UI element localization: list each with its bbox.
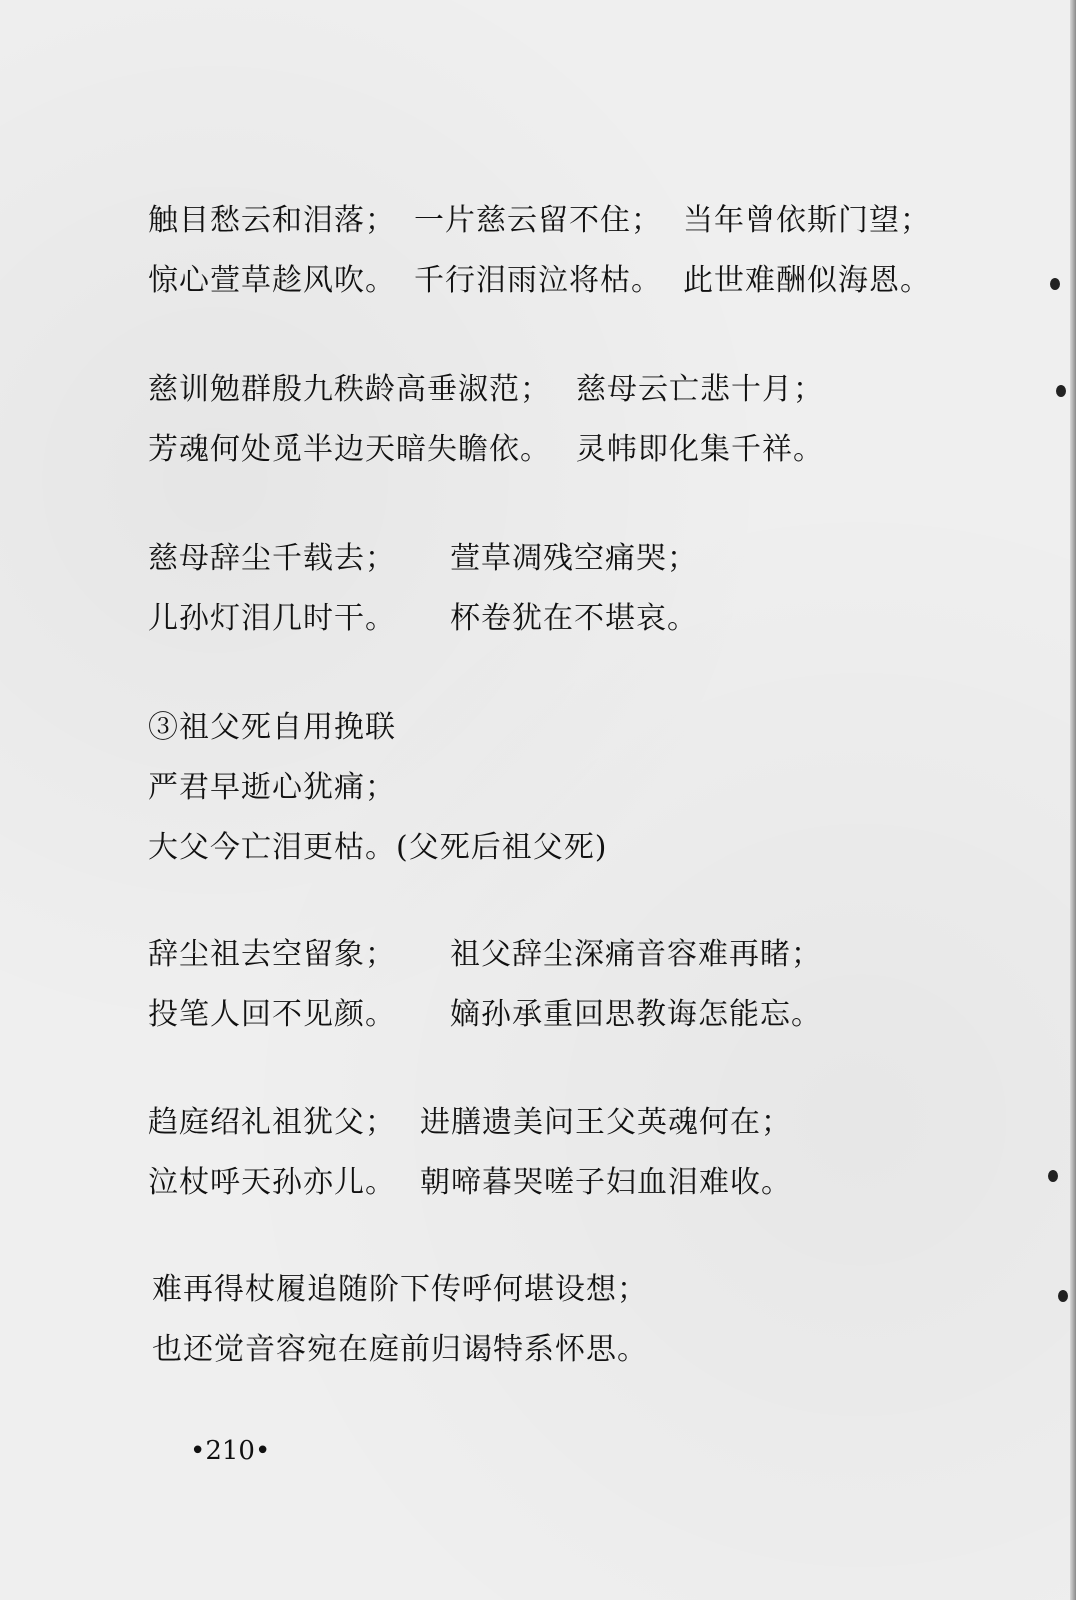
couplet-line: 投笔人回不见颜。 <box>148 997 396 1032</box>
couplet-line: 难再得杖履追随阶下传呼何堪设想； <box>152 1272 648 1307</box>
section-heading: ③祖父死自用挽联 <box>148 710 396 745</box>
couplet-line: 祖父辞尘深痛音容难再睹； <box>450 937 822 972</box>
couplet-line: 芳魂何处觅半边天暗失瞻依。 <box>148 432 551 467</box>
couplet-line: 慈母云亡悲十月； <box>576 372 824 407</box>
couplet-line: 慈母辞尘千载去； <box>148 541 396 576</box>
ink-speck <box>1050 278 1060 290</box>
couplet-line: 慈训勉群殷九秩龄高垂淑范； <box>148 372 551 407</box>
couplet-line: 儿孙灯泪几时干。 <box>148 601 396 636</box>
couplet-line: 进膳遗美问王父英魂何在； <box>420 1105 792 1140</box>
couplet-line: 千行泪雨泣将枯。 <box>414 263 662 298</box>
ink-speck <box>1048 1170 1058 1182</box>
ink-speck <box>1056 385 1066 397</box>
couplet-line: 泣杖呼天孙亦儿。 <box>148 1165 396 1200</box>
page-number: •210• <box>190 1436 271 1466</box>
couplet-line: 杯卷犹在不堪哀。 <box>450 601 698 636</box>
couplet-line: 朝啼暮哭嗟子妇血泪难收。 <box>420 1165 792 1200</box>
couplet-line: 辞尘祖去空留象； <box>148 937 396 972</box>
page-edge <box>1070 0 1076 1600</box>
couplet-line: 一片慈云留不住； <box>414 203 662 238</box>
ink-speck <box>1058 1290 1068 1302</box>
couplet-line: 也还觉音容宛在庭前归谒特系怀思。 <box>152 1332 648 1367</box>
couplet-line: 当年曾依斯门望； <box>683 203 931 238</box>
couplet-line: 触目愁云和泪落； <box>148 203 396 238</box>
couplet-line: 灵帏即化集千祥。 <box>576 432 824 467</box>
couplet-line: 趋庭绍礼祖犹父； <box>148 1105 396 1140</box>
couplet-line: 大父今亡泪更枯。(父死后祖父死) <box>148 830 608 865</box>
couplet-line: 严君早逝心犹痛； <box>148 770 396 805</box>
couplet-line: 惊心萱草趁风吹。 <box>148 263 396 298</box>
couplet-line: 嫡孙承重回思教诲怎能忘。 <box>450 997 822 1032</box>
couplet-line: 萱草凋残空痛哭； <box>450 541 698 576</box>
couplet-line: 此世难酬似海恩。 <box>683 263 931 298</box>
